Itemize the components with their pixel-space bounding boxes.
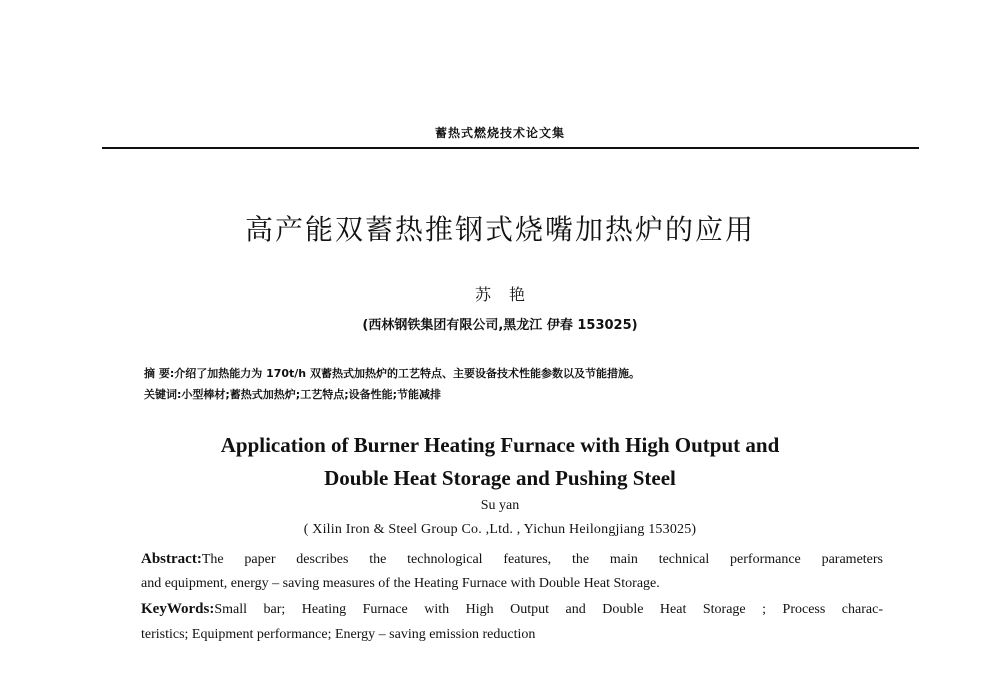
header-rule	[102, 147, 919, 149]
english-keywords-text-1: Small bar; Heating Furnace with High Output and Double Heat Storage ; Process charac-	[214, 602, 883, 617]
chinese-abstract-text: 介绍了加热能力为 170t/h 双蓄热式加热炉的工艺特点、主要设备技术性能参数以及节能措施。	[174, 367, 640, 380]
english-keywords-line-1	[141, 601, 883, 618]
english-keywords-line-2: teristics; Equipment performance; Energy – saving emission reduction	[141, 627, 536, 642]
english-title-line-1: Application of Burner Heating Furnace with High Output and	[220, 433, 780, 457]
english-keywords-label: KeyWords:	[141, 601, 215, 617]
chinese-keywords	[144, 386, 904, 402]
english-author: Su yan	[480, 498, 520, 513]
english-abstract-line-1	[141, 551, 883, 568]
chinese-abstract	[144, 365, 904, 381]
chinese-keywords-label: 关键词:	[144, 388, 182, 401]
english-abstract-text-1: The paper describes the technological features, the main technical performance parameters	[201, 552, 883, 567]
english-abstract-line-2: and equipment, energy – saving measures of the Heating Furnace with Double Heat Storage.	[141, 576, 660, 591]
english-abstract-label: Abstract:	[141, 551, 202, 567]
chinese-title: 高产能双蓄热推钢式烧嘴加热炉的应用	[244, 213, 755, 246]
english-affiliation: ( Xilin Iron & Steel Group Co. ,Ltd. , Yichun Heilongjiang 153025)	[303, 522, 697, 537]
english-title-line-2: Double Heat Storage and Pushing Steel	[324, 466, 676, 490]
chinese-abstract-label: 摘 要:	[144, 367, 175, 380]
chinese-affiliation: (西林钢铁集团有限公司,黑龙江 伊春 153025)	[362, 318, 638, 333]
running-header: 蓄热式燃烧技术论文集	[434, 126, 565, 140]
chinese-author: 苏艳	[474, 285, 543, 304]
chinese-keywords-text: 小型棒材;蓄热式加热炉;工艺特点;设备性能;节能减排	[181, 388, 442, 401]
